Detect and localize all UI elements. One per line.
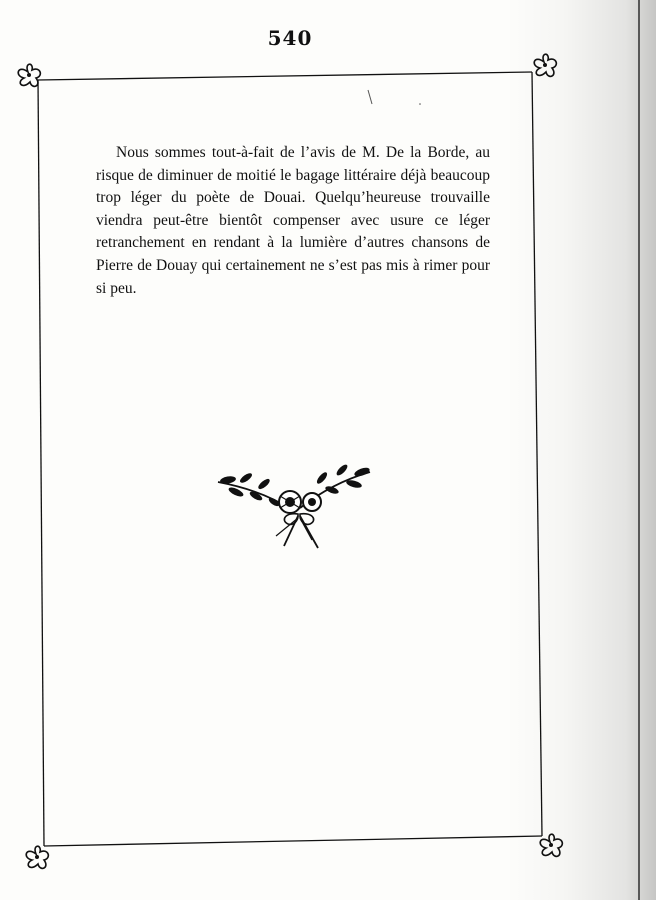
page-number: 540 [267, 26, 313, 50]
floral-tailpiece-icon [214, 462, 374, 552]
fleuron-corner-top-left-icon [18, 64, 40, 86]
page-edge-shadow [506, 0, 656, 900]
page-edge-line [638, 0, 640, 900]
fleuron-corner-bottom-right-icon [540, 834, 562, 856]
body-paragraph: Nous sommes tout-à-fait de l’avis de M. De la Borde, au risque de diminuer de moitié le bagage littéraire déjà beaucoup trop léger du poète de Douai. Quelqu’heureuse trouvaille viendra peut-être bientôt compenser avec usure ce léger retranchement en rendant à la lumière d’autres chansons de Pierre de Douay qui certainement ne s’est pas mis à rimer pour si peu. [96, 144, 490, 297]
fleuron-corner-bottom-left-icon [26, 846, 48, 868]
body-text [96, 142, 490, 300]
fleuron-corner-top-right-icon [534, 54, 556, 76]
